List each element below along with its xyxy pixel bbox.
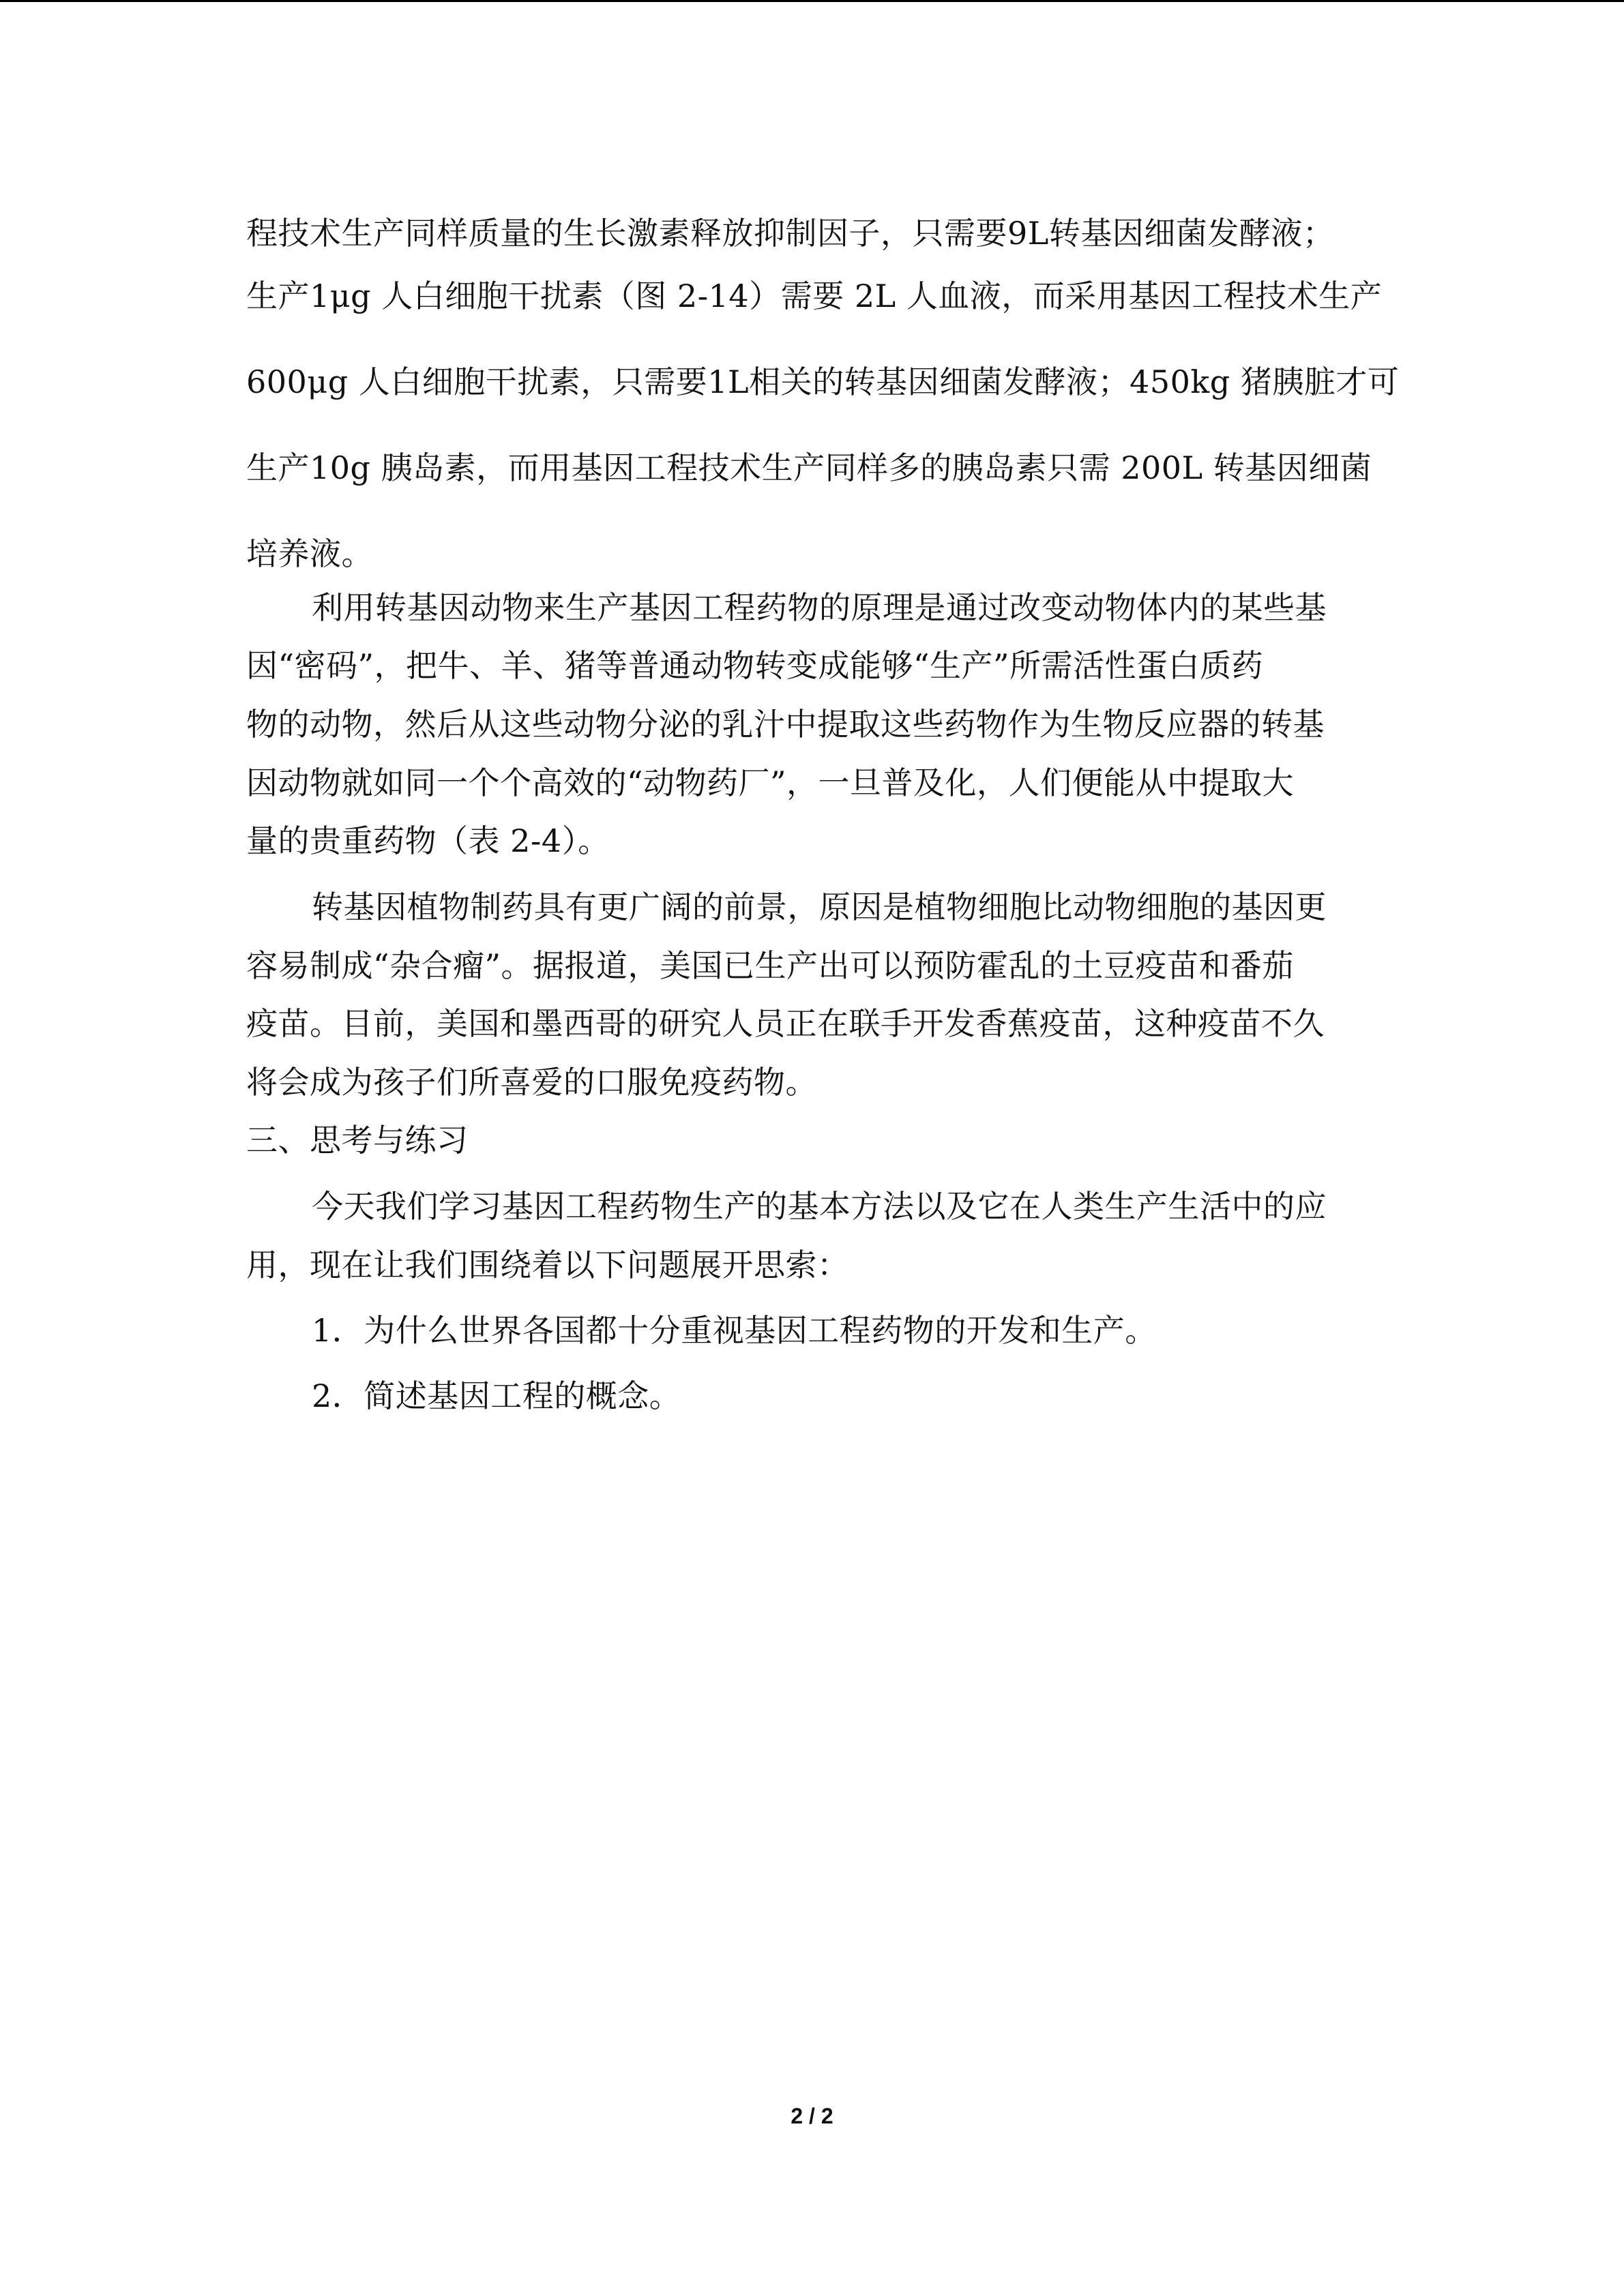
top-border	[0, 0, 1624, 2]
page-number: 2 / 2	[791, 2104, 833, 2128]
section-heading: 三、思考与练习	[246, 1122, 469, 1159]
question-item: 1．为什么世界各国都十分重视基因工程药物的开发和生产。	[312, 1312, 1157, 1349]
paragraph-line: 将会成为孩子们所喜爱的口服免疫药物。	[246, 1064, 817, 1101]
paragraph-line: 容易制成“杂合瘤”。据报道，美国已生产出可以预防霍乱的土豆疫苗和番茄	[246, 947, 1295, 984]
question-item: 2．简述基因工程的概念。	[312, 1377, 681, 1414]
paragraph-line: 程技术生产同样质量的生长激素释放抑制因子，只需要9L转基因细菌发酵液；	[246, 215, 1335, 252]
paragraph-line: 生产10g 胰岛素，而用基因工程技术生产同样多的胰岛素只需 200L 转基因细菌	[246, 449, 1372, 486]
paragraph-line: 今天我们学习基因工程药物生产的基本方法以及它在人类生产生活中的应	[312, 1188, 1327, 1225]
paragraph-line: 因“密码”，把牛、羊、猪等普通动物转变成能够“生产”所需活性蛋白质药	[246, 647, 1264, 684]
paragraph-line: 培养液。	[246, 535, 373, 572]
paragraph-line: 疫苗。目前，美国和墨西哥的研究人员正在联手开发香蕉疫苗，这种疫苗不久	[246, 1005, 1325, 1042]
paragraph-line: 600μg 人白细胞干扰素，只需要1L相关的转基因细菌发酵液；450kg 猪胰脏才可	[246, 363, 1400, 400]
paragraph-line: 因动物就如同一个个高效的“动物药厂”，一旦普及化，人们便能从中提取大	[246, 764, 1295, 801]
paragraph-line: 转基因植物制药具有更广阔的前景，原因是植物细胞比动物细胞的基因更	[312, 889, 1327, 925]
paragraph-line: 量的贵重药物（表 2-4）。	[246, 822, 610, 859]
paragraph-line: 物的动物，然后从这些动物分泌的乳汁中提取这些药物作为生物反应器的转基	[246, 706, 1325, 743]
paragraph-line: 用，现在让我们围绕着以下问题展开思索：	[246, 1247, 849, 1283]
paragraph-line: 利用转基因动物来生产基因工程药物的原理是通过改变动物体内的某些基	[312, 589, 1327, 626]
paragraph-line: 生产1μg 人白细胞干扰素（图 2-14）需要 2L 人血液，而采用基因工程技术生产	[246, 278, 1383, 314]
